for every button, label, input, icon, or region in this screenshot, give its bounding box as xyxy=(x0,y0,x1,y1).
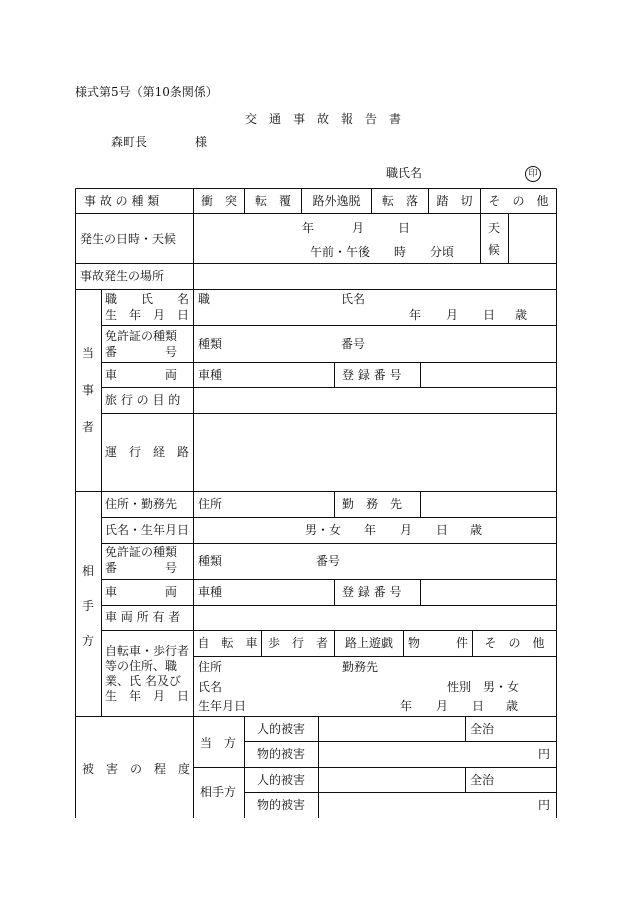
self-license-kind: 種類 xyxy=(198,337,223,351)
accident-type-overturn[interactable]: 転 覆 xyxy=(254,194,291,208)
other-group-label-2: 手 xyxy=(82,599,95,613)
ped-type-other[interactable]: そ の 他 xyxy=(484,636,545,650)
damage-other-property-label: 物的被害 xyxy=(257,798,306,812)
ped-age: 歳 xyxy=(506,699,519,713)
time-minute: 分頃 xyxy=(430,245,455,259)
self-purpose-label: 旅 行 の 目 的 xyxy=(105,393,181,407)
self-license-no: 番号 xyxy=(341,337,366,351)
self-name: 氏名 xyxy=(341,292,366,306)
self-group-label-3: 者 xyxy=(82,420,95,434)
date-month: 月 xyxy=(352,221,365,235)
damage-other-yen: 円 xyxy=(538,798,551,812)
seal-mark: 印 xyxy=(525,166,541,182)
self-group-label-1: 当 xyxy=(82,346,95,360)
other-plate-label: 登 録 番 号 xyxy=(342,585,402,599)
other-birth-year: 年 xyxy=(364,523,377,537)
other-license-no-label: 番 号 xyxy=(105,561,178,575)
ped-birth-year: 年 xyxy=(400,699,413,713)
ped-birth-month: 月 xyxy=(436,699,449,713)
self-group-label-2: 事 xyxy=(82,383,95,397)
other-birth-day: 日 xyxy=(436,523,449,537)
time-hour: 時 xyxy=(394,245,407,259)
ped-gender: 男・女 xyxy=(483,680,520,694)
self-job: 職 xyxy=(198,292,211,306)
self-birth-day: 日 xyxy=(483,308,496,322)
other-owner-label: 車 両 所 有 者 xyxy=(105,610,181,624)
addressee: 森町長 xyxy=(111,135,148,149)
other-license-label: 免許証の種類 xyxy=(105,545,178,559)
weather-label-top: 天 xyxy=(488,221,501,235)
ped-gender-label: 性別 xyxy=(447,680,472,694)
other-vehicle-kind: 車種 xyxy=(198,585,223,599)
reporter-label: 職氏名 xyxy=(386,166,423,180)
form-number: 様式第5号（第10条関係） xyxy=(75,85,218,99)
datetime-label: 発生の日時・天候 xyxy=(80,232,177,246)
accident-type-other[interactable]: そ の 他 xyxy=(488,194,549,208)
ped-type-pedestrian[interactable]: 歩 行 者 xyxy=(267,636,328,650)
other-license-no: 番号 xyxy=(316,554,341,568)
other-workplace: 勤 務 先 xyxy=(342,497,403,511)
self-route-label: 運 行 経 路 xyxy=(105,445,190,459)
weather-label-bottom: 候 xyxy=(488,243,501,257)
self-birth-label: 生 年 月 日 xyxy=(105,308,190,322)
self-plate-label: 登 録 番 号 xyxy=(342,368,402,382)
damage-self-property-label: 物的被害 xyxy=(257,747,306,761)
damage-label: 被 害 の 程 度 xyxy=(82,762,191,776)
ped-label-line-3: 業、氏 名及び xyxy=(105,674,181,688)
form-title: 交 通 事 故 報 告 書 xyxy=(245,112,402,126)
location-label: 事故発生の場所 xyxy=(80,269,165,283)
accident-type-fall[interactable]: 転 落 xyxy=(381,194,418,208)
self-age: 歳 xyxy=(515,308,528,322)
other-license-kind: 種類 xyxy=(198,554,223,568)
other-address-label: 住所・勤務先 xyxy=(105,497,178,511)
ped-type-bicycle[interactable]: 自 転 車 xyxy=(197,636,258,650)
damage-self-yen: 円 xyxy=(538,747,551,761)
ped-type-road-play[interactable]: 路上遊戯 xyxy=(344,636,393,650)
damage-self-human-label: 人的被害 xyxy=(257,722,306,736)
other-gender: 男・女 xyxy=(305,523,342,537)
damage-self-label: 当 方 xyxy=(200,736,237,750)
damage-other-label: 相手方 xyxy=(200,785,237,799)
other-address: 住所 xyxy=(198,497,223,511)
ped-birth-label: 生年月日 xyxy=(198,699,247,713)
self-license-no-label: 番 号 xyxy=(105,345,178,359)
damage-self-cure-label: 全治 xyxy=(470,722,495,736)
accident-type-collision[interactable]: 衝 突 xyxy=(200,194,237,208)
other-name-label: 氏名・生年月日 xyxy=(105,523,190,537)
ped-type-property[interactable]: 物 件 xyxy=(407,636,468,650)
other-group-label-1: 相 xyxy=(82,564,95,578)
accident-type-label: 事 故 の 種 類 xyxy=(84,194,160,208)
self-license-label: 免許証の種類 xyxy=(105,329,178,343)
damage-other-human-label: 人的被害 xyxy=(257,773,306,787)
date-year: 年 xyxy=(302,221,315,235)
date-day: 日 xyxy=(398,221,411,235)
self-vehicle-kind: 車種 xyxy=(198,368,223,382)
ped-label-line-4: 生 年 月 日 xyxy=(105,689,190,703)
ped-address: 住所 xyxy=(198,660,223,674)
self-name-label: 職 氏 名 xyxy=(105,292,190,306)
other-birth-month: 月 xyxy=(400,523,413,537)
ped-label-line-2: 等の住所、職 xyxy=(105,659,178,673)
ped-workplace: 勤務先 xyxy=(342,660,379,674)
self-birth-month: 月 xyxy=(446,308,459,322)
ped-name: 氏名 xyxy=(198,680,223,694)
self-birth-year: 年 xyxy=(409,308,422,322)
ped-birth-day: 日 xyxy=(472,699,485,713)
ped-label-line-1: 自転車・歩行者 xyxy=(105,644,190,658)
addressee-honorific: 様 xyxy=(195,135,208,149)
other-vehicle-label: 車 両 xyxy=(105,585,178,599)
accident-type-crossing[interactable]: 踏 切 xyxy=(436,194,473,208)
damage-other-cure-label: 全治 xyxy=(470,773,495,787)
time-ampm: 午前・午後 xyxy=(310,245,371,259)
other-age: 歳 xyxy=(470,523,483,537)
other-group-label-3: 方 xyxy=(82,634,95,648)
self-vehicle-label: 車 両 xyxy=(105,368,178,382)
accident-type-off-road[interactable]: 路外逸脱 xyxy=(312,194,361,208)
